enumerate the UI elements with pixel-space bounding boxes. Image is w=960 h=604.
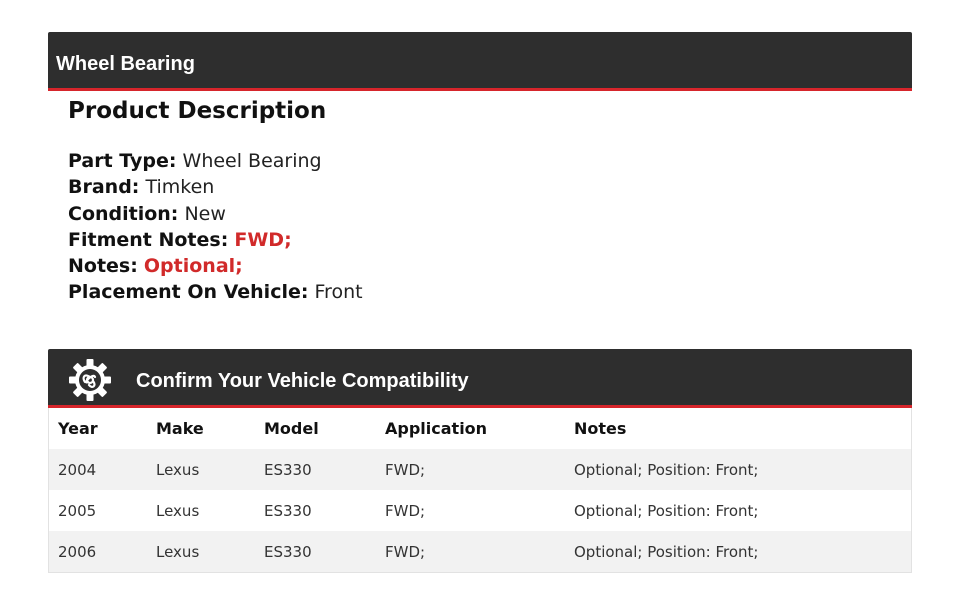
spec-row-brand: [68, 174, 888, 200]
cell-model: ES330: [255, 531, 376, 572]
table-row: [49, 490, 911, 531]
spec-row-placement: [68, 279, 888, 305]
spec-value: New: [184, 202, 226, 225]
cell-application: FWD;: [376, 449, 565, 490]
spec-key: Notes:: [68, 255, 138, 278]
product-description-title: Product Description: [68, 98, 327, 124]
column-header-notes: Notes: [574, 419, 627, 438]
cell-make: Lexus: [147, 490, 255, 531]
spec-row-notes: [68, 253, 888, 279]
spec-value: Timken: [145, 176, 215, 199]
column-header-application: Application: [385, 419, 488, 438]
cell-year: 2004: [49, 449, 147, 490]
cell-year: 2006: [49, 531, 147, 572]
product-description-section: [68, 96, 888, 306]
cell-application: FWD;: [376, 490, 565, 531]
product-header-bar: [48, 32, 912, 91]
compatibility-table: [49, 408, 911, 572]
spec-value-highlight: Optional;: [143, 255, 243, 278]
product-header-title: Wheel Bearing: [56, 53, 195, 75]
cell-notes: Optional; Position: Front;: [565, 531, 911, 572]
spec-row-fitment-notes: [68, 227, 888, 253]
spec-value: Wheel Bearing: [182, 150, 322, 172]
cell-notes: Optional; Position: Front;: [565, 490, 911, 531]
spec-key: Fitment Notes:: [68, 228, 229, 251]
spec-row-part-type: [68, 148, 888, 174]
column-header-year: Year: [58, 419, 98, 438]
cell-model: ES330: [255, 490, 376, 531]
spec-key: Condition:: [68, 202, 179, 225]
spec-key: Part Type:: [68, 150, 177, 172]
cell-make: Lexus: [147, 531, 255, 572]
compatibility-table-container: [48, 408, 912, 573]
spec-value: Front: [314, 281, 363, 304]
column-header-make: Make: [156, 419, 204, 438]
table-row: [49, 449, 911, 490]
cell-make: Lexus: [147, 449, 255, 490]
compatibility-title: Confirm Your Vehicle Compatibility: [136, 370, 469, 392]
table-header-row: [49, 408, 911, 449]
gear-car-icon: [68, 358, 112, 402]
cell-model: ES330: [255, 449, 376, 490]
spec-row-condition: [68, 201, 888, 227]
cell-application: FWD;: [376, 531, 565, 572]
cell-year: 2005: [49, 490, 147, 531]
spec-key: Brand:: [68, 176, 140, 199]
compatibility-header-bar: [48, 349, 912, 408]
cell-notes: Optional; Position: Front;: [565, 449, 911, 490]
spec-value-highlight: FWD;: [234, 228, 292, 251]
spec-key: Placement On Vehicle:: [68, 281, 309, 304]
spec-list: [68, 148, 888, 306]
table-row: [49, 531, 911, 572]
column-header-model: Model: [264, 419, 319, 438]
